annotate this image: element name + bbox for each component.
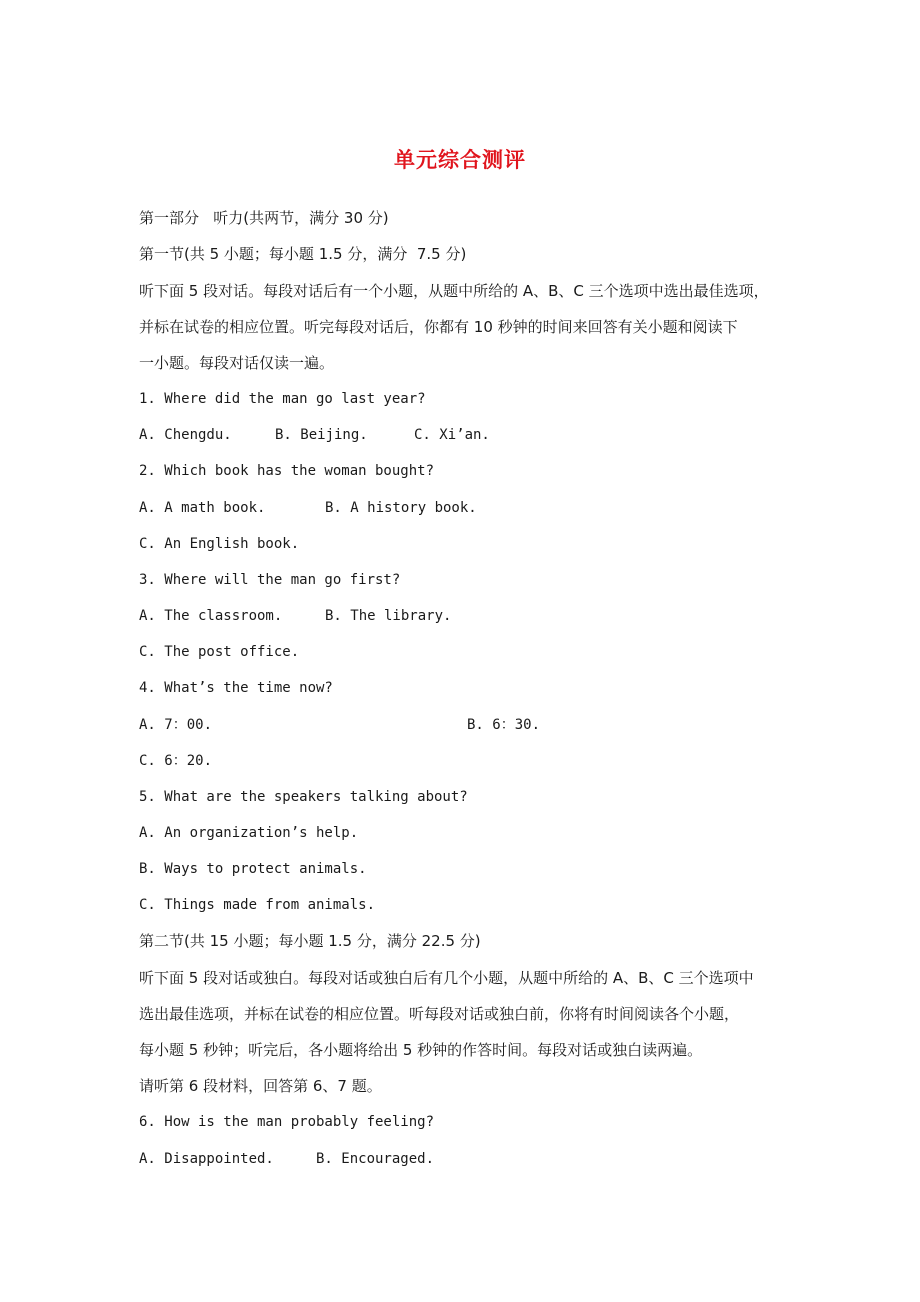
question-6-option-b: B. Encouraged. <box>316 1151 435 1167</box>
question-3-option-c: C. The post office. <box>139 644 300 660</box>
question-1-stem: 1. Where did the man go last year? <box>139 391 426 407</box>
question-2-option-a: A. A math book. <box>139 500 266 516</box>
question-3-stem: 3. Where will the man go first? <box>139 572 401 588</box>
section1-heading: 第一节(共 5 小题；每小题 1.5 分，满分 7.5 分) <box>139 245 467 263</box>
section1-instruction-line: 一小题。每段对话仅读一遍。 <box>139 354 335 372</box>
question-1-option-c: C. Xi’an. <box>414 427 490 443</box>
material-note: 请听第 6 段材料，回答第 6、7 题。 <box>139 1077 382 1095</box>
section2-instruction-line: 每小题 5 秒钟；听完后，各小题将给出 5 秒钟的作答时间。每段对话或独白读两遍。 <box>139 1041 703 1059</box>
section1-instruction-line: 听下面 5 段对话。每段对话后有一个小题，从题中所给的 A、B、C 三个选项中选出最佳选项， <box>139 282 769 300</box>
question-5-stem: 5. What are the speakers talking about? <box>139 789 468 805</box>
page-title: 单元综合测评 <box>394 148 526 172</box>
question-2-stem: 2. Which book has the woman bought? <box>139 463 435 479</box>
question-3-option-b: B. The library. <box>325 608 452 624</box>
question-5-option-c: C. Things made from animals. <box>139 897 376 913</box>
part1-heading: 第一部分 听力(共两节，满分 30 分) <box>139 209 389 227</box>
question-6-stem: 6. How is the man probably feeling? <box>139 1114 435 1130</box>
question-5-option-a: A. An organization’s help. <box>139 825 359 841</box>
section1-instruction-line: 并标在试卷的相应位置。听完每段对话后，你都有 10 秒钟的时间来回答有关小题和阅读下 <box>139 318 738 336</box>
question-3-option-a: A. The classroom. <box>139 608 283 624</box>
question-4-option-b: B. 6：30. <box>467 717 541 733</box>
question-4-option-c: C. 6：20. <box>139 753 213 769</box>
question-4-option-a: A. 7：00. <box>139 717 213 733</box>
question-6-option-a: A. Disappointed. <box>139 1151 274 1167</box>
section2-instruction-line: 选出最佳选项，并标在试卷的相应位置。听每段对话或独白前，你将有时间阅读各个小题， <box>139 1005 740 1023</box>
section2-heading: 第二节(共 15 小题；每小题 1.5 分，满分 22.5 分) <box>139 932 481 950</box>
question-1-option-b: B. Beijing. <box>275 427 368 443</box>
question-5-option-b: B. Ways to protect animals. <box>139 861 367 877</box>
question-1-option-a: A. Chengdu. <box>139 427 232 443</box>
question-2-option-c: C. An English book. <box>139 536 300 552</box>
question-2-option-b: B. A history book. <box>325 500 477 516</box>
question-4-stem: 4. What’s the time now? <box>139 680 333 696</box>
section2-instruction-line: 听下面 5 段对话或独白。每段对话或独白后有几个小题，从题中所给的 A、B、C 三个选项中 <box>139 969 754 987</box>
